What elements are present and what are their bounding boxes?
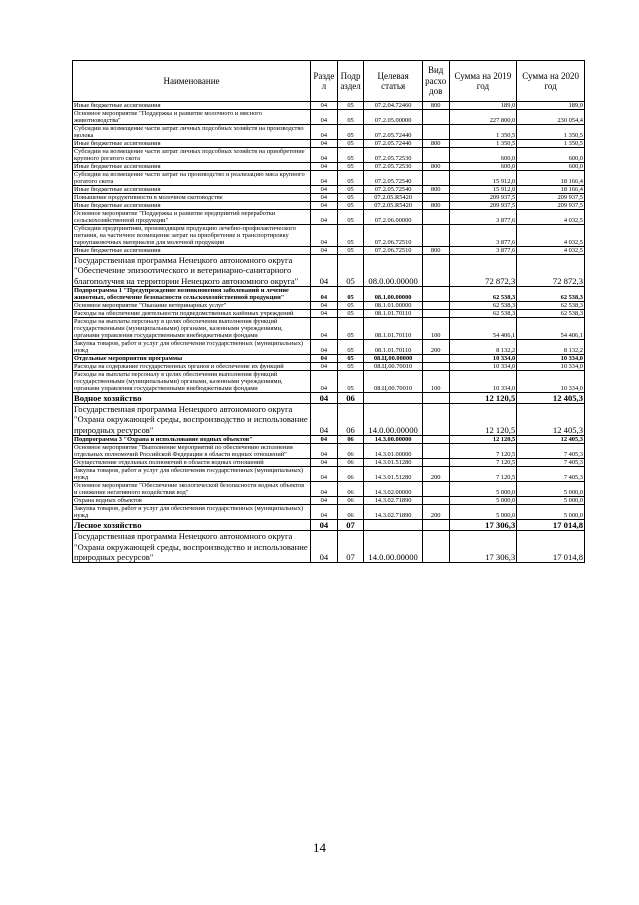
table-row	[73, 370, 585, 392]
cell-section: 04	[311, 202, 338, 210]
cell-expense-kind	[422, 459, 449, 467]
cell-expense-kind	[422, 286, 449, 301]
cell-sum-2019: 3 877,6	[449, 210, 517, 225]
cell-section: 04	[311, 339, 338, 354]
cell-sum-2019: 62 538,3	[449, 301, 517, 309]
cell-target-article: 14.3.02.00000	[364, 482, 422, 497]
cell-section: 04	[311, 110, 338, 125]
header-name: Наименование	[73, 61, 311, 102]
cell-sum-2020: 7 405,3	[517, 444, 585, 459]
cell-sum-2019: 1 350,5	[449, 140, 517, 148]
cell-expense-kind	[422, 404, 449, 436]
cell-target-article: 07.2.05.72530	[364, 148, 422, 163]
cell-section: 04	[311, 148, 338, 163]
cell-section: 04	[311, 286, 338, 301]
cell-sum-2019: 7 120,5	[449, 467, 517, 482]
cell-expense-kind	[422, 171, 449, 186]
cell-name: Расходы на содержание государственных органов и обеспечение их функций	[73, 362, 311, 370]
cell-subsection: 05	[337, 301, 364, 309]
table-row	[73, 247, 585, 255]
cell-section: 04	[311, 309, 338, 317]
cell-subsection: 05	[337, 354, 364, 362]
table-row	[73, 186, 585, 194]
cell-section: 04	[311, 194, 338, 202]
cell-expense-kind: 200	[422, 505, 449, 520]
table-row	[73, 125, 585, 140]
cell-name: Расходы на обеспечение деятельности подведомственных казённых учреждений	[73, 309, 311, 317]
cell-sum-2019: 5 000,0	[449, 482, 517, 497]
cell-sum-2020: 62 538,3	[517, 301, 585, 309]
cell-expense-kind	[422, 301, 449, 309]
cell-expense-kind	[422, 225, 449, 247]
cell-target-article: 07.2.05.72540	[364, 186, 422, 194]
cell-name: Закупка товаров, работ и услуг для обеспечения государственных (муниципальных) нужд	[73, 339, 311, 354]
cell-subsection: 06	[337, 392, 364, 403]
cell-sum-2020: 1 350,5	[517, 125, 585, 140]
cell-sum-2019: 10 334,0	[449, 354, 517, 362]
cell-sum-2020: 54 406,1	[517, 317, 585, 339]
cell-target-article	[364, 392, 422, 403]
cell-name: Расходы на выплаты персоналу в целях обеспечения выполнения функций государственными (муниципальными) органами, казенными учреждениями, органами управления государственными внебюджетными фондами	[73, 370, 311, 392]
cell-target-article: 08.1.00.00000	[364, 286, 422, 301]
cell-target-article: 08.Ц.00.70010	[364, 362, 422, 370]
cell-target-article: 14.3.02.71890	[364, 505, 422, 520]
header-target-article: Целевая статья	[364, 61, 422, 102]
cell-section: 04	[311, 210, 338, 225]
cell-section: 04	[311, 301, 338, 309]
cell-name: Основное мероприятие "Поддержка и развитие предприятий переработки сельскохозяйственной продукции"	[73, 210, 311, 225]
table-row	[73, 202, 585, 210]
cell-name: Расходы на выплаты персоналу в целях обеспечения выполнения функций государственными (муниципальными) органами, казенными учреждениями, органами управления государственными внебюджетными фондами	[73, 317, 311, 339]
cell-expense-kind: 100	[422, 317, 449, 339]
header-sum-2020: Сумма на 2020 год	[517, 61, 585, 102]
budget-table	[72, 60, 585, 563]
cell-name: Иные бюджетные ассигнования	[73, 202, 311, 210]
cell-expense-kind: 800	[422, 102, 449, 110]
cell-sum-2019: 3 877,6	[449, 225, 517, 247]
cell-target-article	[364, 520, 422, 531]
table-row	[73, 317, 585, 339]
cell-sum-2020: 4 032,5	[517, 247, 585, 255]
cell-name: Лесное хозяйство	[73, 520, 311, 531]
cell-target-article: 07.2.06.72510	[364, 225, 422, 247]
cell-section: 04	[311, 140, 338, 148]
cell-sum-2020: 62 538,3	[517, 286, 585, 301]
cell-sum-2020: 209 937,5	[517, 194, 585, 202]
cell-sum-2019: 7 120,5	[449, 459, 517, 467]
cell-target-article: 07.2.06.00000	[364, 210, 422, 225]
cell-subsection: 06	[337, 467, 364, 482]
table-row	[73, 436, 585, 444]
cell-sum-2019: 8 132,2	[449, 339, 517, 354]
table-row	[73, 309, 585, 317]
cell-sum-2020: 5 000,0	[517, 482, 585, 497]
cell-sum-2019: 189,0	[449, 102, 517, 110]
cell-expense-kind	[422, 354, 449, 362]
cell-expense-kind	[422, 125, 449, 140]
cell-subsection: 07	[337, 531, 364, 563]
cell-expense-kind	[422, 194, 449, 202]
cell-subsection: 05	[337, 102, 364, 110]
cell-sum-2019: 62 538,3	[449, 309, 517, 317]
cell-section: 04	[311, 247, 338, 255]
table-row	[73, 354, 585, 362]
cell-expense-kind: 800	[422, 140, 449, 148]
cell-sum-2020: 17 014,8	[517, 531, 585, 563]
cell-section: 04	[311, 225, 338, 247]
table-row	[73, 444, 585, 459]
table-row	[73, 194, 585, 202]
cell-subsection: 05	[337, 186, 364, 194]
cell-sum-2020: 209 937,5	[517, 202, 585, 210]
cell-expense-kind	[422, 309, 449, 317]
table-row	[73, 497, 585, 505]
cell-target-article: 08.Ц.00.70010	[364, 370, 422, 392]
cell-sum-2020: 10 334,0	[517, 354, 585, 362]
cell-expense-kind	[422, 362, 449, 370]
cell-sum-2019: 62 538,3	[449, 286, 517, 301]
cell-target-article: 08.1.01.70110	[364, 339, 422, 354]
table-body	[73, 102, 585, 563]
cell-target-article: 14.3.00.00000	[364, 436, 422, 444]
cell-expense-kind	[422, 497, 449, 505]
header-expense-kind: Вид расхо дов	[422, 61, 449, 102]
cell-sum-2020: 72 872,3	[517, 255, 585, 287]
cell-name: Основное мероприятие "Обеспечение экологической безопасности водных объектов и снижение негативного воздействия вод"	[73, 482, 311, 497]
cell-sum-2020: 12 405,3	[517, 404, 585, 436]
cell-target-article: 14.3.01.51280	[364, 459, 422, 467]
cell-name: Иные бюджетные ассигнования	[73, 140, 311, 148]
cell-target-article: 07.2.05.72540	[364, 171, 422, 186]
cell-subsection: 05	[337, 225, 364, 247]
cell-sum-2020: 18 166,4	[517, 186, 585, 194]
cell-expense-kind: 100	[422, 370, 449, 392]
cell-expense-kind	[422, 436, 449, 444]
cell-sum-2019: 3 877,6	[449, 247, 517, 255]
cell-name: Субсидии предприятиям, производящим продукцию лечебно-профилактического питания, на частичное возмещение затрат на приобретение и транспортировку тароупаковочных материалов для молочной продукции	[73, 225, 311, 247]
cell-sum-2020: 10 334,0	[517, 370, 585, 392]
cell-target-article: 14.0.00.00000	[364, 404, 422, 436]
cell-sum-2019: 72 872,3	[449, 255, 517, 287]
table-row	[73, 482, 585, 497]
cell-subsection: 06	[337, 497, 364, 505]
cell-sum-2019: 5 000,0	[449, 505, 517, 520]
cell-target-article: 07.2.05.72530	[364, 163, 422, 171]
cell-name: Закупка товаров, работ и услуг для обеспечения государственных (муниципальных) нужд	[73, 505, 311, 520]
cell-expense-kind	[422, 148, 449, 163]
cell-subsection: 05	[337, 255, 364, 287]
cell-section: 04	[311, 102, 338, 110]
cell-section: 04	[311, 370, 338, 392]
cell-subsection: 06	[337, 404, 364, 436]
cell-subsection: 05	[337, 125, 364, 140]
table-row	[73, 225, 585, 247]
cell-section: 04	[311, 317, 338, 339]
table-row	[73, 255, 585, 287]
cell-target-article: 14.3.02.71890	[364, 497, 422, 505]
cell-subsection: 05	[337, 286, 364, 301]
table-row	[73, 102, 585, 110]
cell-subsection: 05	[337, 339, 364, 354]
cell-target-article: 14.3.01.00000	[364, 444, 422, 459]
cell-sum-2020: 189,0	[517, 102, 585, 110]
cell-name: Повышение продуктивности в молочном скотоводстве	[73, 194, 311, 202]
cell-sum-2020: 7 405,3	[517, 459, 585, 467]
cell-expense-kind	[422, 392, 449, 403]
cell-name: Субсидии на возмещение части затрат на производство и реализацию мяса крупного рогатого скота	[73, 171, 311, 186]
cell-target-article: 08.1.01.70110	[364, 309, 422, 317]
cell-section: 04	[311, 497, 338, 505]
cell-subsection: 05	[337, 148, 364, 163]
cell-sum-2019: 5 000,0	[449, 497, 517, 505]
cell-sum-2019: 12 120,5	[449, 392, 517, 403]
cell-expense-kind: 200	[422, 467, 449, 482]
cell-target-article: 08.Ц.00.00000	[364, 354, 422, 362]
cell-expense-kind: 800	[422, 202, 449, 210]
cell-name: Охрана водных объектов	[73, 497, 311, 505]
cell-target-article: 08.1.01.00000	[364, 301, 422, 309]
cell-sum-2019: 54 406,1	[449, 317, 517, 339]
cell-sum-2020: 4 032,5	[517, 210, 585, 225]
cell-sum-2019: 17 306,3	[449, 531, 517, 563]
cell-sum-2020: 10 334,0	[517, 362, 585, 370]
cell-target-article: 08.1.01.70110	[364, 317, 422, 339]
cell-expense-kind	[422, 444, 449, 459]
cell-name: Основное мероприятие "Поддержка и развитие молочного и мясного животноводства"	[73, 110, 311, 125]
table-row	[73, 404, 585, 436]
cell-section: 04	[311, 362, 338, 370]
table-row	[73, 301, 585, 309]
cell-sum-2019: 600,0	[449, 148, 517, 163]
cell-expense-kind	[422, 110, 449, 125]
cell-section: 04	[311, 392, 338, 403]
cell-name: Иные бюджетные ассигнования	[73, 163, 311, 171]
cell-subsection: 05	[337, 194, 364, 202]
cell-sum-2020: 230 054,4	[517, 110, 585, 125]
cell-expense-kind	[422, 520, 449, 531]
table-header-row	[73, 61, 585, 102]
cell-sum-2019: 7 120,5	[449, 444, 517, 459]
cell-target-article: 14.0.00.00000	[364, 531, 422, 563]
cell-name: Субсидии на возмещение части затрат личных подсобных хозяйств на приобретение крупного рогатого скота	[73, 148, 311, 163]
cell-sum-2019: 10 334,0	[449, 362, 517, 370]
cell-sum-2020: 8 132,2	[517, 339, 585, 354]
cell-section: 04	[311, 459, 338, 467]
cell-subsection: 05	[337, 309, 364, 317]
cell-expense-kind: 800	[422, 163, 449, 171]
cell-name: Иные бюджетные ассигнования	[73, 186, 311, 194]
cell-sum-2020: 18 166,4	[517, 171, 585, 186]
page-number: 14	[313, 840, 326, 855]
cell-sum-2019: 600,0	[449, 163, 517, 171]
cell-subsection: 05	[337, 163, 364, 171]
table-row	[73, 148, 585, 163]
cell-name: Государственная программа Ненецкого автономного округа "Охрана окружающей среды, воспроизводство и использование природных ресурсов"	[73, 531, 311, 563]
cell-sum-2020: 4 032,5	[517, 225, 585, 247]
cell-name: Водное хозяйство	[73, 392, 311, 403]
header-subsection: Подр аздел	[337, 61, 364, 102]
cell-sum-2019: 209 937,5	[449, 202, 517, 210]
cell-sum-2019: 10 334,0	[449, 370, 517, 392]
cell-subsection: 05	[337, 247, 364, 255]
cell-sum-2019: 227 800,0	[449, 110, 517, 125]
cell-sum-2020: 5 000,0	[517, 497, 585, 505]
cell-sum-2020: 5 000,0	[517, 505, 585, 520]
cell-expense-kind	[422, 482, 449, 497]
cell-subsection: 06	[337, 436, 364, 444]
cell-subsection: 06	[337, 482, 364, 497]
cell-target-article: 07.2.06.72510	[364, 247, 422, 255]
cell-sum-2019: 12 120,5	[449, 404, 517, 436]
cell-sum-2019: 209 937,5	[449, 194, 517, 202]
cell-section: 04	[311, 467, 338, 482]
table-row	[73, 467, 585, 482]
table-row	[73, 459, 585, 467]
cell-target-article: 07.2.05.R5420	[364, 194, 422, 202]
cell-sum-2020: 17 014,8	[517, 520, 585, 531]
cell-sum-2020: 1 350,5	[517, 140, 585, 148]
table-row	[73, 362, 585, 370]
cell-section: 04	[311, 520, 338, 531]
cell-sum-2020: 12 405,3	[517, 392, 585, 403]
cell-subsection: 05	[337, 362, 364, 370]
cell-subsection: 05	[337, 370, 364, 392]
cell-sum-2020: 600,0	[517, 163, 585, 171]
cell-section: 04	[311, 171, 338, 186]
cell-section: 04	[311, 163, 338, 171]
cell-section: 04	[311, 482, 338, 497]
table-row	[73, 392, 585, 403]
cell-section: 04	[311, 186, 338, 194]
cell-section: 04	[311, 354, 338, 362]
cell-expense-kind: 800	[422, 247, 449, 255]
cell-name: Государственная программа Ненецкого автономного округа "Охрана окружающей среды, воспроизводство и использование природных ресурсов"	[73, 404, 311, 436]
cell-section: 04	[311, 404, 338, 436]
cell-sum-2019: 15 912,0	[449, 186, 517, 194]
cell-sum-2019: 17 306,3	[449, 520, 517, 531]
cell-target-article: 07.2.04.72460	[364, 102, 422, 110]
table-row	[73, 171, 585, 186]
cell-subsection: 07	[337, 520, 364, 531]
table-row	[73, 520, 585, 531]
cell-subsection: 06	[337, 505, 364, 520]
table-row	[73, 505, 585, 520]
cell-name: Подпрограмма 3 "Охрана и использование водных объектов"	[73, 436, 311, 444]
cell-target-article: 14.3.01.51280	[364, 467, 422, 482]
cell-name: Закупка товаров, работ и услуг для обеспечения государственных (муниципальных) нужд	[73, 467, 311, 482]
table-row	[73, 210, 585, 225]
table-row	[73, 163, 585, 171]
cell-subsection: 05	[337, 317, 364, 339]
cell-target-article: 07.2.05.72440	[364, 125, 422, 140]
cell-name: Отдельные мероприятия программы	[73, 354, 311, 362]
cell-target-article: 08.0.00.00000	[364, 255, 422, 287]
cell-subsection: 05	[337, 171, 364, 186]
table-row	[73, 110, 585, 125]
cell-sum-2020: 62 538,3	[517, 309, 585, 317]
cell-target-article: 07.2.05.R5420	[364, 202, 422, 210]
table-row	[73, 531, 585, 563]
table-row	[73, 339, 585, 354]
cell-subsection: 05	[337, 210, 364, 225]
cell-name: Осуществление отдельных полномочий в области водных отношений	[73, 459, 311, 467]
cell-subsection: 05	[337, 110, 364, 125]
cell-sum-2020: 12 405,3	[517, 436, 585, 444]
cell-expense-kind	[422, 255, 449, 287]
cell-target-article: 07.2.05.00000	[364, 110, 422, 125]
cell-expense-kind: 800	[422, 186, 449, 194]
cell-name: Основное мероприятие "Оказание ветеринарных услуг"	[73, 301, 311, 309]
cell-sum-2019: 15 912,0	[449, 171, 517, 186]
cell-section: 04	[311, 505, 338, 520]
cell-section: 04	[311, 436, 338, 444]
header-sum-2019: Сумма на 2019 год	[449, 61, 517, 102]
table-row	[73, 286, 585, 301]
cell-sum-2019: 1 350,5	[449, 125, 517, 140]
cell-subsection: 06	[337, 444, 364, 459]
cell-name: Подпрограмма 1 "Предупреждение возникновения заболеваний и лечение животных, обеспечение безопасности сельскохозяйственной продукции"	[73, 286, 311, 301]
cell-expense-kind	[422, 531, 449, 563]
cell-subsection: 05	[337, 140, 364, 148]
cell-section: 04	[311, 531, 338, 563]
cell-subsection: 05	[337, 202, 364, 210]
cell-sum-2019: 12 120,5	[449, 436, 517, 444]
cell-section: 04	[311, 125, 338, 140]
table-row	[73, 140, 585, 148]
cell-section: 04	[311, 255, 338, 287]
cell-target-article: 07.2.05.72440	[364, 140, 422, 148]
cell-name: Иные бюджетные ассигнования	[73, 247, 311, 255]
cell-name: Иные бюджетные ассигнования	[73, 102, 311, 110]
cell-sum-2020: 7 405,3	[517, 467, 585, 482]
cell-name: Основное мероприятие "Выполнение мероприятий по обеспечению исполнения отдельных полномочий Российской Федерации в области водных отношений"	[73, 444, 311, 459]
cell-expense-kind: 200	[422, 339, 449, 354]
cell-subsection: 06	[337, 459, 364, 467]
cell-section: 04	[311, 444, 338, 459]
cell-expense-kind	[422, 210, 449, 225]
header-section: Разде л	[311, 61, 338, 102]
cell-name: Субсидии на возмещение части затрат личных подсобных хозяйств на производство молока	[73, 125, 311, 140]
cell-sum-2020: 600,0	[517, 148, 585, 163]
cell-name: Государственная программа Ненецкого автономного округа "Обеспечение эпизоотического и ветеринарно-санитарного благополучия на территории Ненецкого автономного округа"	[73, 255, 311, 287]
